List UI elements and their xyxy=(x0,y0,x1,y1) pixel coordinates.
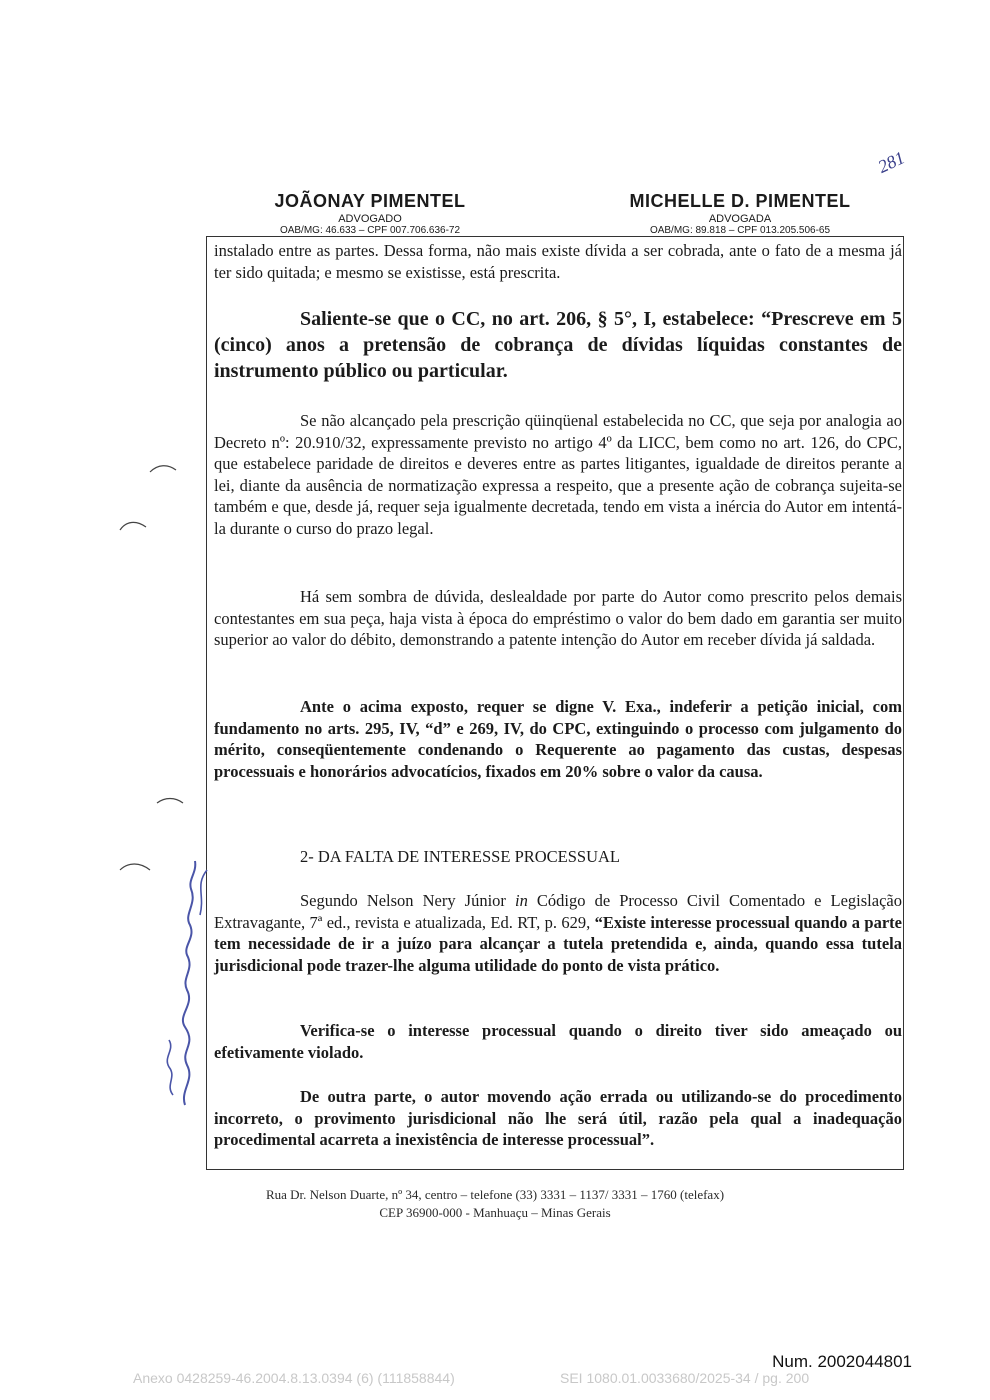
paragraph-continuation xyxy=(214,240,902,283)
paragraph-text: instalado entre as partes. Dessa forma, não mais existe dívida a ser cobrada, ante o fato de a mesma já ter sido quitada; e mesmo se existisse, está prescrita. xyxy=(214,241,902,282)
paragraph-text: Há sem sombra de dúvida, deslealdade por parte do Autor como prescrito pelos demais contestantes em sua peça, haja vista à época do empréstimo o valor do bem dado em garantia ser muito superior ao valor do débito, demonstrando a patente intenção do Autor em receber dívida já saldada. xyxy=(214,587,902,649)
paragraph-text: Saliente-se que o CC, no art. 206, § 5°, I, estabelece: “Prescreve em 5 (cinco) anos a pretensão de cobrança de dívidas líquidas constantes de instrumento público ou particular. xyxy=(214,308,902,382)
section-heading xyxy=(214,846,902,868)
sei-watermark: SEI 1080.01.0033680/2025-34 / pg. 200 xyxy=(560,1370,810,1386)
paragraph-text: Ante o acima exposto, requer se digne V. Exa., indeferir a petição inicial, com fundamento no arts. 295, IV, “d” e 269, IV, do CPC, extinguindo o processo com julgamento do mérito, conseqüentemente condenando o Requerente ao pagamento das custas, despesas processuais e honorários advocatícios, fixados em 20% sobre o valor da causa. xyxy=(214,697,902,781)
handwritten-page-number: 281 xyxy=(874,147,908,177)
margin-mark xyxy=(118,518,148,532)
bold-quote: “Existe interesse processual quando a parte tem necessidade de ir a juízo para alcançar a tutela pretendida e, ainda, quando essa tutela jurisdicional pode trazer-lhe alguma utilidade do ponto de vista prático. xyxy=(214,912,902,975)
paragraph-text: Se não alcançado pela prescrição qüinqüenal estabelecida no CC, que seja por analogia ao Decreto nº: 20.910/32, expressamente previsto no artigo 4º da LICC, bem como no art. 126, do CPC, que estabelece paridade de direitos e deveres entre as partes litigantes, igualdade de direitos perante a lei, diante da ausência de normatização expressa a respeito, que a presente ação de cobrança sujeita-se também e que, desde já, requer seja igualmente decretada, tendo em vista a inércia do Autor em intentá-la durante o curso do prazo legal. xyxy=(214,411,902,538)
paragraph-text: De outra parte, o autor movendo ação errada ou utilizando-se do procedimento incorreto, o provimento jurisdicional não lhe será útil, razão pela qual a inadequação procedimental acarreta a inexistência de interesse processual”. xyxy=(214,1087,902,1149)
paragraph-interest xyxy=(214,1020,902,1063)
document-number-stamp: Num. 2002044801 xyxy=(772,1352,912,1371)
footer-address: Rua Dr. Nelson Duarte, nº 34, centro – telefone (33) 3331 – 1137/ 3331 – 1760 (telefax) xyxy=(265,1187,725,1202)
letterhead-footer xyxy=(0,1186,990,1222)
paragraph-analogy xyxy=(214,410,902,539)
paragraph-prescription-cc xyxy=(214,306,902,384)
italic-text: in xyxy=(515,891,528,910)
lawyer-role: ADVOGADA xyxy=(708,213,772,225)
lawyer-name: MICHELLE D. PIMENTEL xyxy=(629,191,851,211)
paragraph-disloyalty xyxy=(214,586,902,651)
footer-postal: CEP 36900-000 - Manhuaçu – Minas Gerais xyxy=(379,1205,611,1220)
lawyer-registration: OAB/MG: 46.633 – CPF 007.706.636-72 xyxy=(279,225,461,236)
paragraph-nery xyxy=(214,890,902,976)
lawyer-role: ADVOGADO xyxy=(338,213,402,225)
paragraph-request xyxy=(214,696,902,782)
paragraph-text: Verifica-se o interesse processual quando o direito tiver sido ameaçado ou efetivamente violado. xyxy=(214,1021,902,1062)
section-title: 2- DA FALTA DE INTERESSE PROCESSUAL xyxy=(300,847,621,866)
header-left-lawyer xyxy=(240,191,500,236)
margin-mark xyxy=(155,795,185,807)
paragraph-text xyxy=(214,890,902,976)
paragraph-inadequacy xyxy=(214,1086,902,1151)
text-run: Segundo Nelson Nery Júnior xyxy=(300,891,515,910)
text-run: Código de Processo Civil Comentado e Legislação Extravagante, 7ª ed., revista e atualizada, Ed. RT, p. 629, xyxy=(214,891,902,932)
margin-mark xyxy=(148,462,178,474)
annex-watermark: Anexo 0428259-46.2004.8.13.0394 (6) (111858844) xyxy=(133,1370,455,1386)
handwritten-signature xyxy=(125,855,225,1115)
lawyer-registration: OAB/MG: 89.818 – CPF 013.205.506-65 xyxy=(649,225,831,236)
margin-mark xyxy=(118,860,152,874)
header-right-lawyer xyxy=(600,191,880,236)
lawyer-name: JOÃONAY PIMENTEL xyxy=(274,191,466,211)
